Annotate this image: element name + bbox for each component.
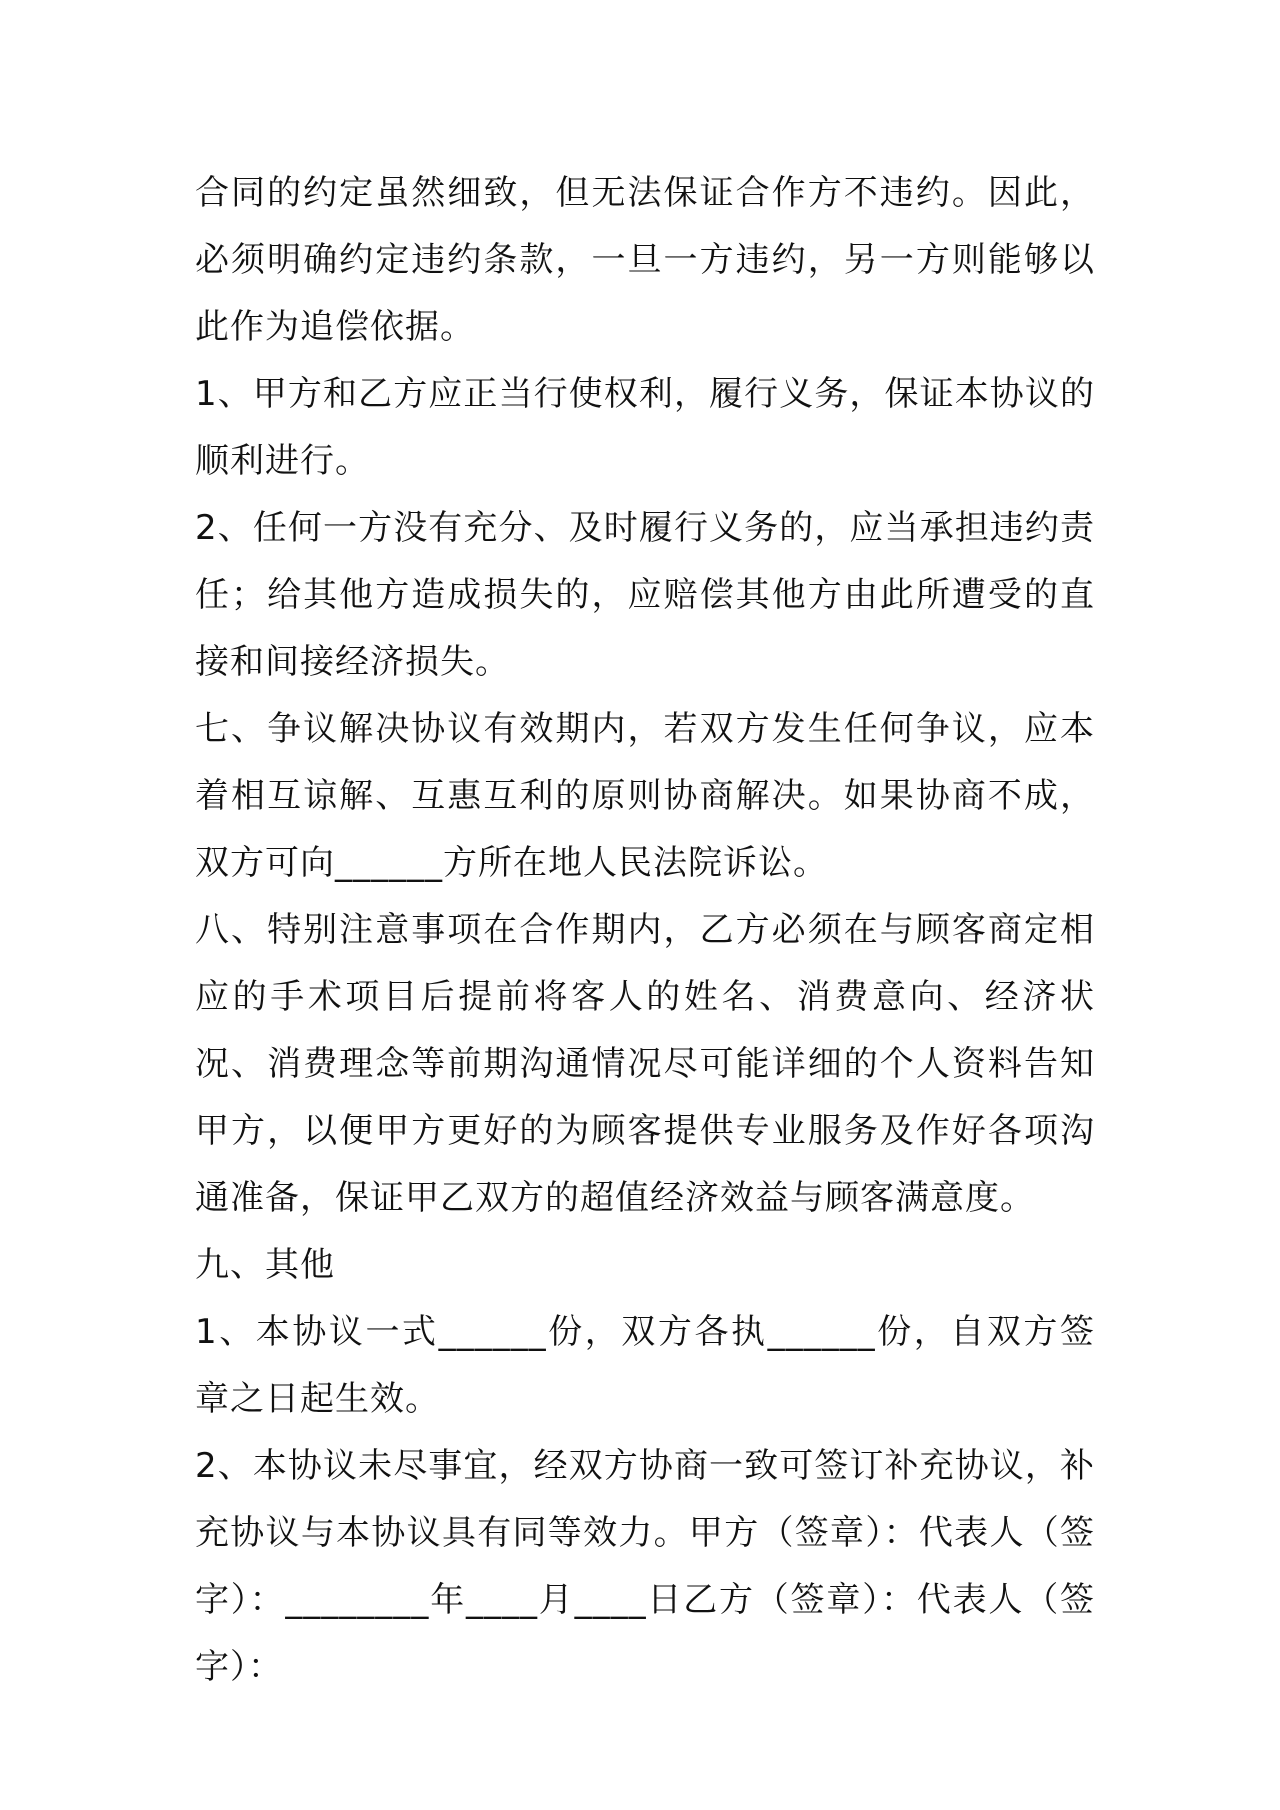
paragraph-breach-intro: 合同的约定虽然细致，但无法保证合作方不违约。因此，必须明确约定违约条款，一旦一方违约，另一方则能够以此作为追偿依据。 — [195, 173, 1095, 347]
section-heading-other: 九、其他 — [195, 1245, 335, 1285]
paragraph-dispute-resolution: 七、争议解决协议有效期内，若双方发生任何争议，应本着相互谅解、互惠互利的原则协商解决。如果协商不成，双方可向______方所在地人民法院诉讼。 — [195, 709, 1095, 883]
paragraph-liability: 2、任何一方没有充分、及时履行义务的，应当承担违约责任；给其他方造成损失的，应赔偿其他方由此所遭受的直接和间接经济损失。 — [195, 508, 1095, 682]
document-body — [195, 160, 1095, 1701]
paragraph-copies: 1、本协议一式______份，双方各执______份，自双方签章之日起生效。 — [195, 1312, 1095, 1419]
paragraph-rights-obligations: 1、甲方和乙方应正当行使权利，履行义务，保证本协议的顺利进行。 — [195, 374, 1095, 481]
paragraph-supplementary-signatures: 2、本协议未尽事宜，经双方协商一致可签订补充协议，补充协议与本协议具有同等效力。甲方（签章）：代表人（签字）：________年____月____日乙方（签章）：代表人（签字）： — [195, 1446, 1095, 1687]
paragraph-special-notes: 八、特别注意事项在合作期内，乙方必须在与顾客商定相应的手术项目后提前将客人的姓名、消费意向、经济状况、消费理念等前期沟通情况尽可能详细的个人资料告知甲方，以便甲方更好的为顾客提供专业服务及作好各项沟通准备，保证甲乙双方的超值经济效益与顾客满意度。 — [195, 910, 1095, 1218]
